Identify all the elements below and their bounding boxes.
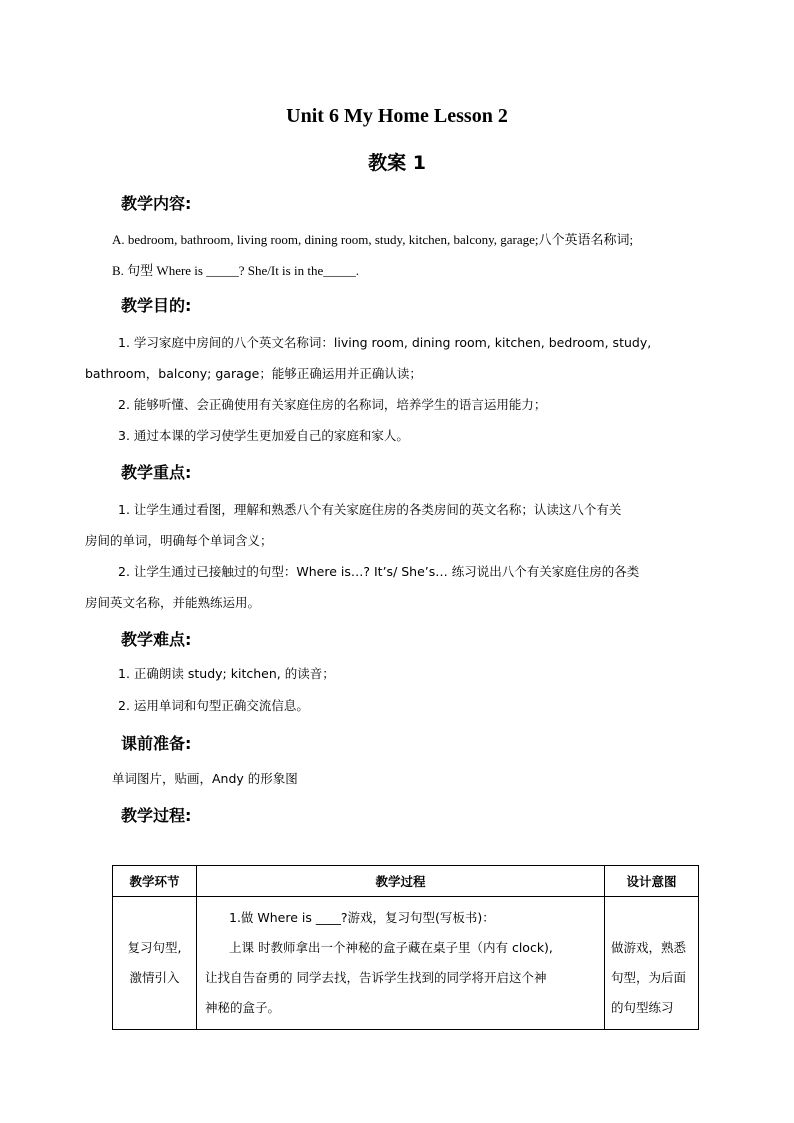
key-points-line-1-cont: 房间的单词，明确每个单词含义； — [85, 533, 273, 548]
content-line-b: B. 句型 Where is _____? She/It is in the_____. — [112, 263, 359, 278]
document-subtitle: 教案 1 — [368, 152, 426, 174]
section-heading-content: 教学内容: — [121, 194, 192, 213]
section-heading-goals: 教学目的: — [121, 296, 192, 315]
process-cell — [197, 897, 605, 1030]
process-text: 1.做 Where is ____?游戏，复习句型(写板书)： — [229, 910, 495, 925]
goals-line-1: 1. 学习家庭中房间的八个英文名称词：living room, dining room, kitchen, bedroom, study, — [118, 335, 652, 350]
header-stage: 教学环节 — [113, 866, 197, 897]
table-row — [113, 897, 699, 1030]
process-text: 上课 时教师拿出一个神秘的盒子藏在桌子里（内有 clock), — [229, 940, 553, 955]
header-intent: 设计意图 — [605, 866, 699, 897]
difficulties-line-2: 2. 运用单词和句型正确交流信息。 — [118, 698, 309, 713]
section-heading-key-points: 教学重点: — [121, 463, 192, 482]
section-heading-process: 教学过程: — [121, 806, 192, 825]
goals-line-3: 3. 通过本课的学习使学生更加爱自己的家庭和家人。 — [118, 428, 409, 443]
key-points-line-2-cont: 房间英文名称，并能熟练运用。 — [85, 595, 261, 610]
stage-text: 激情引入 — [129, 970, 180, 985]
document-title: Unit 6 My Home Lesson 2 — [286, 105, 508, 127]
intent-cell — [605, 897, 699, 1030]
table-header-row — [113, 866, 699, 897]
goals-line-1-cont: bathroom，balcony; garage；能够正确运用并正确认读； — [85, 366, 422, 381]
goals-line-2: 2. 能够听懂、会正确使用有关家庭住房的名称词，培养学生的语言运用能力； — [118, 397, 547, 412]
intent-text: 做游戏，熟悉 — [611, 940, 687, 955]
section-heading-preparation: 课前准备: — [121, 734, 192, 753]
process-table — [112, 865, 699, 1030]
stage-text: 复习句型, — [127, 940, 182, 955]
key-points-line-1: 1. 让学生通过看图，理解和熟悉八个有关家庭住房的各类房间的英文名称；认读这八个有关 — [118, 502, 622, 517]
section-heading-difficulties: 教学难点: — [121, 630, 192, 649]
header-process: 教学过程 — [197, 866, 605, 897]
intent-text: 句型，为后面 — [611, 970, 687, 985]
preparation-line: 单词图片，贴画，Andy 的形象图 — [112, 771, 298, 786]
stage-cell — [113, 897, 197, 1030]
key-points-line-2: 2. 让学生通过已接触过的句型：Where is…? It’s/ She’s… 练习说出八个有关家庭住房的各类 — [118, 564, 640, 579]
difficulties-line-1: 1. 正确朗读 study; kitchen, 的读音； — [118, 666, 335, 681]
content-line-a: A. bedroom, bathroom, living room, dining room, study, kitchen, balcony, garage;八个英语名称词; — [112, 232, 634, 247]
intent-text: 的句型练习 — [611, 1000, 674, 1015]
process-text: 让找自告奋勇的 同学去找，告诉学生找到的同学将开启这个神 — [205, 970, 547, 985]
process-text: 神秘的盒子。 — [205, 1000, 281, 1015]
